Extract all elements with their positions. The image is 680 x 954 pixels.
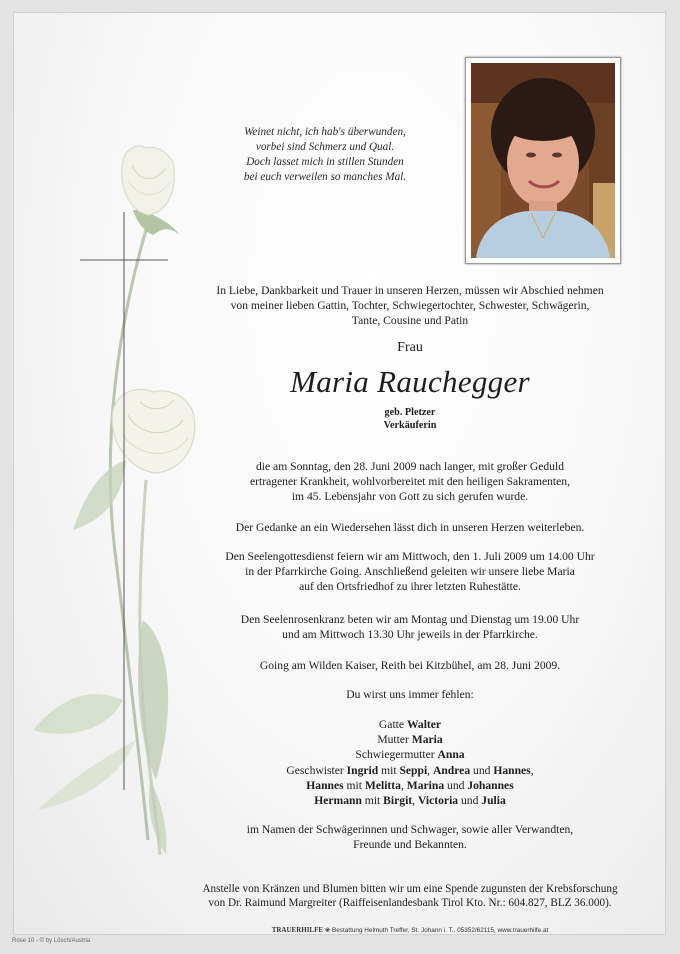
mourner-relation: und xyxy=(470,763,494,777)
intro-line: Tante, Cousine und Patin xyxy=(351,314,469,327)
funeral-line: auf den Ortsfriedhof zu ihrer letzten Ruhestätte. xyxy=(299,580,521,593)
reunion-line: Der Gedanke an ein Wiedersehen lässt dich in unseren Herzen weiterleben. xyxy=(235,521,585,534)
mourners-list xyxy=(170,717,650,808)
profession: Verkäuferin xyxy=(383,420,437,431)
in-names-line: Freunde und Bekannten. xyxy=(353,838,467,851)
mourner-relation: mit xyxy=(343,778,365,792)
donation-line: Anstelle von Kränzen und Blumen bitten wir um eine Spende zugunsten der Krebsforschung xyxy=(202,883,618,895)
mourner-line xyxy=(170,747,650,762)
poem xyxy=(200,125,450,185)
mourner-relation: , xyxy=(530,763,534,777)
corner-note: Rose 10 - © by Lösch/Austria xyxy=(12,938,91,944)
mourner-name: Seppi xyxy=(399,763,428,777)
mourner-relation: und xyxy=(458,794,482,808)
mourner-line xyxy=(170,763,650,778)
funeral-home-footer xyxy=(170,926,650,934)
poem-line: Weinet nicht, ich hab's überwunden, xyxy=(244,126,406,138)
place-date: Going am Wilden Kaiser, Reith bei Kitzbühel, am 28. Juni 2009. xyxy=(259,659,561,672)
flower-ornament-icon: ❀ xyxy=(324,927,331,934)
mourner-name: Johannes xyxy=(467,778,514,792)
mourner-line xyxy=(170,717,650,732)
intro-line: In Liebe, Dankbarkeit und Trauer in unseren Herzen, müssen wir Abschied nehmen xyxy=(216,284,604,297)
funeral-line: in der Pfarrkirche Going. Anschließend geleiten wir unsere liebe Maria xyxy=(245,565,575,578)
miss-line: Du wirst uns immer fehlen: xyxy=(346,688,474,701)
in-names-line: im Namen der Schwägerinnen und Schwager, sowie aller Verwandten, xyxy=(246,823,574,836)
mourner-name: Hannes xyxy=(306,778,344,792)
mourner-relation: , xyxy=(412,794,418,808)
poem-line: Doch lasset mich in stillen Stunden xyxy=(246,156,404,168)
name-details xyxy=(170,406,650,432)
mourner-relation: mit xyxy=(361,794,384,808)
mourner-relation: und xyxy=(444,778,468,792)
funeral-line: Den Seelengottesdienst feiern wir am Mittwoch, den 1. Juli 2009 um 14.00 Uhr xyxy=(225,550,595,563)
mourner-name: Hannes xyxy=(493,763,531,777)
rosary-info xyxy=(170,612,650,642)
intro-text xyxy=(170,283,650,328)
mourner-name: Walter xyxy=(406,718,442,731)
mourner-line xyxy=(170,793,650,808)
salutation: Frau xyxy=(397,340,423,355)
mourner-name: Andrea xyxy=(432,763,471,777)
mourner-name: Melitta xyxy=(364,778,401,792)
mourner-line xyxy=(170,778,650,793)
mourner-name: Anna xyxy=(437,748,465,762)
rosary-line: Den Seelenrosenkranz beten wir am Montag und Dienstag um 19.00 Uhr xyxy=(240,613,580,626)
poem-line: bei euch verweilen so manches Mal. xyxy=(243,171,407,183)
mourner-name: Maria xyxy=(411,733,443,747)
mourner-relation: Gatte xyxy=(378,718,407,731)
death-notice xyxy=(170,459,650,504)
death-line: die am Sonntag, den 28. Juni 2009 nach langer, mit großer Geduld xyxy=(256,460,564,473)
mourner-name: Ingrid xyxy=(346,763,379,777)
footer-details: Bestattung Helmuth Treffer, St. Johann i. T., 05352/62115, www.trauerhilfe.at xyxy=(331,927,549,934)
mourner-name: Hermann xyxy=(314,794,362,808)
donation-line: von Dr. Raimund Margreiter (Raiffeisenlandesbank Tirol Kto. Nr.: 604.827, BLZ 36.000). xyxy=(208,897,612,909)
deceased-name: Maria Rauchegger xyxy=(290,364,530,399)
mourner-relation: Mutter xyxy=(377,733,412,747)
death-line: ertragener Krankheit, wohlvorbereitet mit den heiligen Sakramenten, xyxy=(250,475,570,488)
in-names-text xyxy=(170,822,650,852)
photo-frame xyxy=(465,57,621,264)
mourner-relation: Schwiegermutter xyxy=(355,748,438,762)
donation-notice xyxy=(165,882,655,910)
mourner-line xyxy=(170,732,650,747)
portrait-photo xyxy=(471,63,615,258)
footer-brand: TRAUERHILFE xyxy=(271,926,324,934)
born-name: geb. Pletzer xyxy=(384,407,436,418)
mourner-relation: Geschwister xyxy=(286,763,347,777)
mourner-relation: , xyxy=(400,778,407,792)
mourner-relation: mit xyxy=(378,763,400,777)
death-line: im 45. Lebensjahr von Gott zu sich gerufen wurde. xyxy=(291,490,529,503)
intro-line: von meiner lieben Gattin, Tochter, Schwiegertochter, Schwester, Schwägerin, xyxy=(230,299,590,312)
mourner-name: Marina xyxy=(406,778,445,792)
mourner-name: Birgit xyxy=(383,794,413,808)
mourner-name: Julia xyxy=(481,794,506,808)
mourner-name: Victoria xyxy=(417,794,459,808)
funeral-info xyxy=(170,549,650,594)
rosary-line: und am Mittwoch 13.30 Uhr jeweils in der Pfarrkirche. xyxy=(282,628,538,641)
poem-line: vorbei sind Schmerz und Qual. xyxy=(255,141,395,153)
mourner-relation: , xyxy=(427,763,433,777)
